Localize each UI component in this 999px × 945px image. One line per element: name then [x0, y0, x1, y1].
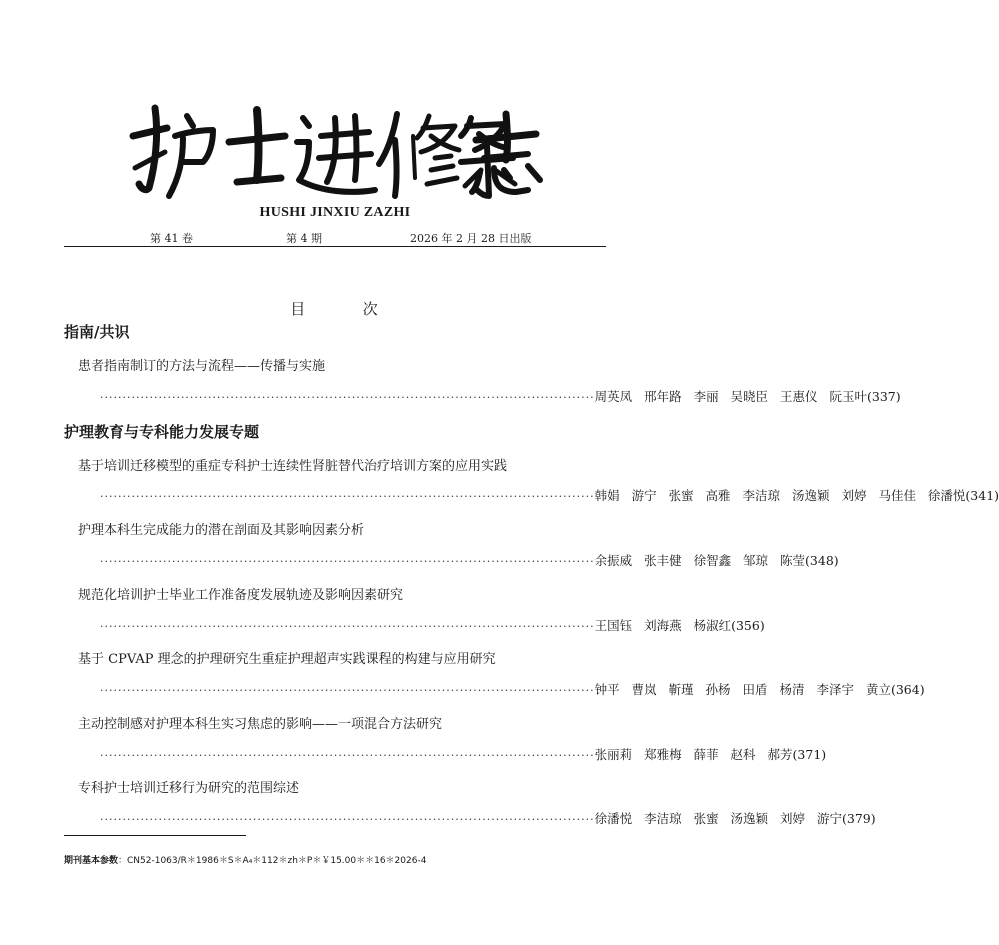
- article-authors: 余振威 张丰健 徐智鑫 邹琼 陈莹: [594, 553, 806, 568]
- article-page[interactable]: (379): [842, 811, 876, 826]
- article-authors: 张丽莉 郑雅梅 薛菲 赵科 郝芳: [594, 747, 793, 762]
- leader-dots: ··············································································································: [100, 391, 595, 404]
- article-title[interactable]: 基于培训迁移模型的重症专科护士连续性肾脏替代治疗培训方案的应用实践: [78, 459, 508, 474]
- article-byline: [100, 616, 765, 634]
- section-heading: 护理教育与专科能力发展专题: [64, 423, 260, 441]
- journal-logo: [0, 96, 670, 206]
- article-authors: 徐潘悦 李洁琼 张蜜 汤逸颖 刘婷 游宁: [594, 811, 842, 826]
- leader-dots: ··············································································································: [100, 684, 595, 697]
- article-page[interactable]: (341): [965, 488, 999, 503]
- article-byline: [100, 680, 925, 698]
- leader-dots: ··············································································································: [100, 620, 595, 633]
- article-byline: [100, 745, 827, 763]
- issue-label: 第 4 期: [286, 232, 322, 245]
- toc-title: [0, 298, 670, 319]
- article-byline: [100, 551, 839, 569]
- article-page[interactable]: (364): [890, 682, 925, 697]
- article-authors: 王国钰 刘海燕 杨淑红: [594, 618, 732, 633]
- article-title[interactable]: 专科护士培训迁移行为研究的范围综述: [78, 781, 300, 796]
- toc-title-char: 目: [290, 300, 308, 318]
- article-byline: [100, 809, 876, 827]
- article-title[interactable]: 护理本科生完成能力的潜在剖面及其影响因素分析: [78, 523, 365, 538]
- leader-dots: ··············································································································: [100, 555, 595, 568]
- article-page[interactable]: (348): [805, 553, 839, 568]
- section-heading: 指南/共识: [64, 323, 130, 341]
- toc-title-char: 次: [362, 300, 380, 318]
- journal-parameters: [64, 853, 426, 866]
- article-title[interactable]: 患者指南制订的方法与流程——传播与实施: [78, 359, 326, 374]
- leader-dots: ··············································································································: [100, 749, 595, 762]
- issue-info: [64, 230, 606, 246]
- leader-dots: ··············································································································: [100, 813, 595, 826]
- volume-label: 第 41 卷: [150, 232, 193, 245]
- article-page[interactable]: (337): [867, 389, 901, 404]
- article-title[interactable]: 主动控制感对护理本科生实习焦虑的影响——一项混合方法研究: [78, 717, 443, 732]
- header-rule: [64, 246, 606, 247]
- footnote-rule: [64, 835, 246, 836]
- parameters-label: 期刊基本参数: [64, 856, 119, 866]
- article-page[interactable]: (371): [792, 747, 827, 762]
- article-title[interactable]: 基于 CPVAP 理念的护理研究生重症护理超声实践课程的构建与应用研究: [78, 652, 496, 667]
- article-byline: [100, 486, 999, 504]
- leader-dots: ··············································································································: [100, 490, 595, 503]
- journal-logo-tail: [470, 110, 550, 200]
- parameters-value: ：CN52-1063/R＊1986＊S＊A₄＊112＊zh＊P＊￥15.00＊＊16＊2026-4: [118, 856, 427, 866]
- publish-date: 2026 年 2 月 28 日出版: [410, 232, 532, 245]
- article-title[interactable]: 规范化培训护士毕业工作准备度发展轨迹及影响因素研究: [78, 588, 404, 603]
- article-authors: 钟平 曹岚 靳瑾 孙杨 田盾 杨清 李泽宇 黄立: [594, 682, 891, 697]
- article-authors: 韩娟 游宁 张蜜 高雅 李洁琼 汤逸颖 刘婷 马佳佳 徐潘悦: [594, 488, 966, 503]
- journal-pinyin: HUSHI JINXIU ZAZHI: [259, 205, 411, 220]
- article-page[interactable]: (356): [731, 618, 765, 633]
- article-byline: [100, 387, 901, 405]
- article-authors: 周英凤 邢年路 李丽 吴晓臣 王惠仪 阮玉叶: [594, 389, 867, 404]
